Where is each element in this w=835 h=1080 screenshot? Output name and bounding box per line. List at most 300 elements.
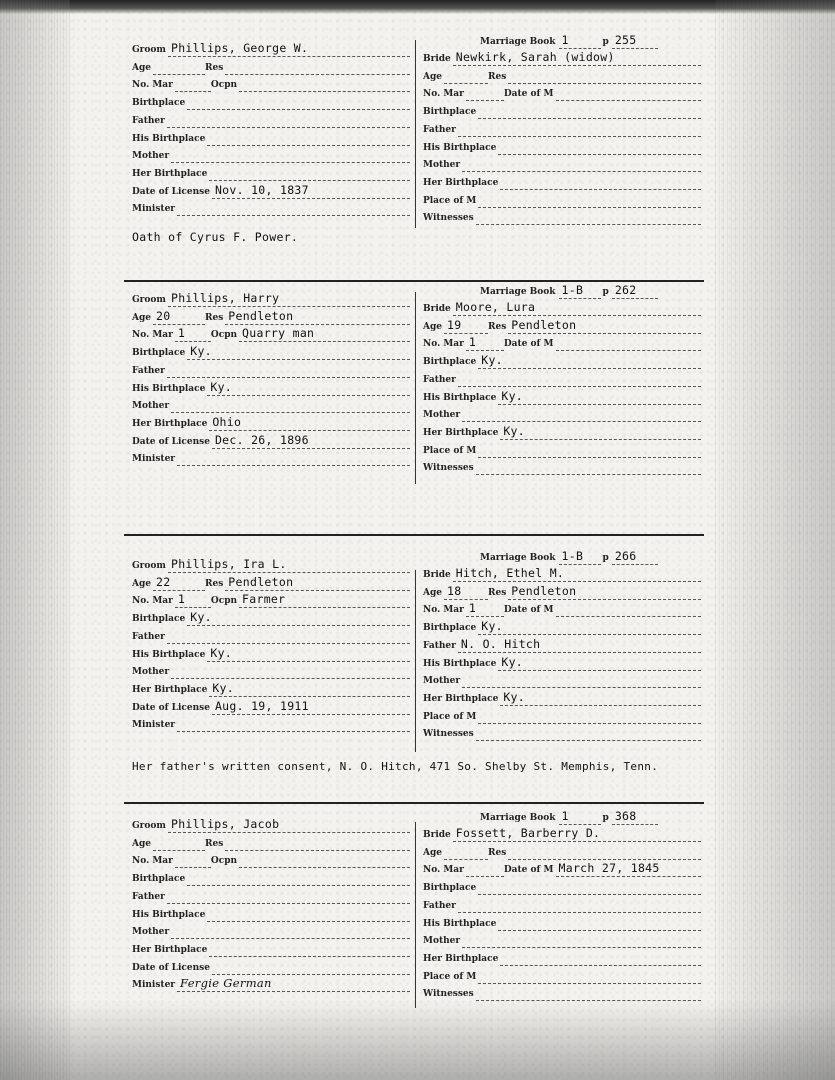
- groom-father-field: [167, 363, 410, 378]
- his-birthplace-label: His Birthplace: [423, 142, 497, 153]
- mother-label: Mother: [423, 676, 461, 687]
- no-mar-label: No. Mar: [132, 80, 173, 91]
- scan-edge-top: [0, 0, 835, 14]
- witnesses-field: [476, 986, 701, 1001]
- groom-res-field-value: Pendleton: [228, 308, 294, 323]
- father-label: Father: [423, 374, 456, 385]
- groom-ocpn-field-value: Quarry man: [242, 326, 315, 341]
- bride-row: [423, 930, 701, 948]
- date-of-m-label: Date of M: [503, 89, 554, 100]
- groom-his-birthplace-field-value: Ky.: [210, 379, 233, 394]
- bride-his-birthplace-field: [498, 656, 701, 671]
- date-of-license-field-value: Nov. 10, 1837: [214, 182, 309, 197]
- bride-father-field: [458, 638, 701, 653]
- bride-row: [423, 723, 701, 741]
- groom-no-mar-field: [175, 593, 211, 608]
- groom-age-field: [153, 60, 205, 75]
- bride-no-mar-field: [466, 86, 504, 101]
- groom-res-field: [225, 836, 410, 851]
- mother-label: Mother: [132, 667, 170, 678]
- bride-age-field: [444, 69, 488, 84]
- his-birthplace-label: His Birthplace: [132, 383, 206, 394]
- age-label: Age: [423, 71, 443, 82]
- groom-row: [132, 608, 410, 626]
- res-label: Res: [205, 578, 224, 589]
- bride-row: [423, 670, 701, 688]
- date-of-license-field-value: Dec. 26, 1896: [214, 432, 309, 447]
- birthplace-label: Birthplace: [132, 614, 186, 625]
- bride-mother-field: [462, 673, 701, 688]
- age-label: Age: [423, 587, 443, 598]
- page-label: p: [602, 813, 609, 823]
- marriage-book-value: 1: [561, 33, 569, 47]
- mother-label: Mother: [423, 936, 461, 947]
- marriage-book-ref: [480, 31, 658, 49]
- bride-row: [423, 369, 701, 387]
- bride-row: [423, 859, 701, 877]
- bride-age-field: [444, 845, 488, 860]
- res-label: Res: [488, 587, 507, 598]
- place-of-m-field: [478, 193, 701, 208]
- column-divider: [415, 292, 416, 484]
- marriage-book-label: Marriage Book: [480, 813, 556, 823]
- res-label: Res: [205, 312, 224, 323]
- bride-name-field: [453, 567, 701, 582]
- marriage-book-ref: [480, 547, 658, 565]
- bride-age-field-value: 19: [447, 317, 462, 332]
- groom-mother-field: [171, 398, 410, 413]
- bride-her-birthplace-field: [500, 691, 701, 706]
- groom-his-birthplace-field-value: Ky.: [210, 645, 233, 660]
- bride-his-birthplace-field: [498, 916, 701, 931]
- father-label: Father: [423, 124, 456, 135]
- bride-father-field: [458, 898, 701, 913]
- her-birthplace-label: Her Birthplace: [423, 177, 499, 188]
- her-birthplace-label: Her Birthplace: [423, 953, 499, 964]
- res-label: Res: [488, 321, 507, 332]
- bride-name-field-value: Fossett, Barberry D.: [455, 826, 601, 840]
- groom-name-field-value: Phillips, Harry: [170, 291, 280, 305]
- bride-row: [423, 966, 701, 984]
- no-mar-label: No. Mar: [132, 856, 173, 867]
- groom-her-birthplace-field: [209, 166, 410, 181]
- marriage-book-ref: [480, 807, 658, 825]
- date-of-license-field: [212, 960, 410, 975]
- res-label: Res: [205, 62, 224, 73]
- groom-birthplace-field: [187, 95, 410, 110]
- ocpn-label: Ocpn: [210, 596, 238, 607]
- groom-row: [132, 679, 410, 697]
- bride-row: [423, 172, 701, 190]
- bride-row: [423, 842, 701, 860]
- date-of-m-field-value: March 27, 1845: [558, 861, 660, 876]
- bride-her-birthplace-field: [500, 425, 701, 440]
- groom-row: [132, 128, 410, 146]
- groom-ocpn-field: [239, 327, 410, 342]
- bride-row: [423, 582, 701, 600]
- res-label: Res: [488, 847, 507, 858]
- groom-row: [132, 714, 410, 732]
- no-mar-label: No. Mar: [423, 605, 464, 616]
- age-label: Age: [423, 321, 443, 332]
- bride-row: [423, 440, 701, 458]
- bride-row: [423, 137, 701, 155]
- bride-name-field-value: Newkirk, Sarah (widow): [455, 50, 615, 64]
- witnesses-label: Witnesses: [423, 463, 474, 474]
- res-label: Res: [205, 838, 224, 849]
- scan-edge-left: [0, 0, 70, 1080]
- groom-age-field-value: 22: [156, 574, 171, 589]
- scan-edge-right: [715, 0, 835, 1080]
- card-divider: [124, 280, 704, 282]
- bride-name-field: [453, 51, 701, 66]
- bride-birthplace-field: [478, 104, 701, 119]
- record-note: Her father's written consent, N. O. Hitch, 471 So. Shelby St. Memphis, Tenn.: [132, 760, 659, 773]
- bride-res-field-value: Pendleton: [511, 583, 577, 598]
- father-label: Father: [132, 891, 165, 902]
- bride-no-mar-field: [466, 336, 504, 351]
- page-value: 368: [614, 809, 637, 823]
- groom-name-field-value: Phillips, Jacob: [170, 817, 280, 831]
- groom-birthplace-field: [187, 611, 410, 626]
- bride-birthplace-field: [478, 880, 701, 895]
- bride-row: [423, 895, 701, 913]
- groom-name-field-value: Phillips, George W.: [170, 41, 309, 55]
- page-value: 255: [614, 33, 637, 47]
- card-divider: [124, 534, 704, 536]
- bride-birthplace-field: [478, 620, 701, 635]
- minister-field: [177, 717, 410, 732]
- her-birthplace-label: Her Birthplace: [423, 427, 499, 438]
- ocpn-label: Ocpn: [210, 80, 238, 91]
- groom-row: [132, 921, 410, 939]
- place-of-m-label: Place of M: [423, 711, 477, 722]
- her-birthplace-label: Her Birthplace: [132, 684, 208, 695]
- bride-age-field: [444, 319, 488, 334]
- minister-label: Minister: [132, 720, 176, 731]
- bride-row: [423, 688, 701, 706]
- groom-her-birthplace-field-value: Ohio: [212, 414, 242, 429]
- mother-label: Mother: [423, 160, 461, 171]
- groom-ocpn-field: [239, 593, 410, 608]
- groom-row: [132, 360, 410, 378]
- groom-his-birthplace-field: [207, 647, 410, 662]
- groom-row: [132, 661, 410, 679]
- date-of-m-field: [556, 862, 702, 877]
- groom-mother-field: [171, 664, 410, 679]
- groom-row: [132, 395, 410, 413]
- groom-row: [132, 181, 410, 199]
- groom-his-birthplace-field: [207, 131, 410, 146]
- bride-father-field: [458, 122, 701, 137]
- bride-row: [423, 387, 701, 405]
- bride-his-birthplace-field: [498, 140, 701, 155]
- marriage-book-value: 1-B: [561, 549, 584, 563]
- bride-age-field: [444, 585, 488, 600]
- groom-his-birthplace-field: [207, 907, 410, 922]
- bride-age-field-value: 18: [447, 583, 462, 598]
- bride-her-birthplace-field-value: Ky.: [503, 423, 525, 438]
- his-birthplace-label: His Birthplace: [132, 649, 206, 660]
- date-of-license-field: [212, 184, 410, 199]
- groom-res-field: [225, 576, 410, 591]
- groom-name-field: [168, 42, 410, 57]
- mother-label: Mother: [132, 151, 170, 162]
- bride-father-field: [458, 372, 701, 387]
- scan-edge-bottom: [0, 1000, 835, 1080]
- groom-name-field: [168, 818, 410, 833]
- her-birthplace-label: Her Birthplace: [132, 418, 208, 429]
- father-label: Father: [132, 115, 165, 126]
- groom-no-mar-field: [175, 327, 211, 342]
- ocpn-label: Ocpn: [210, 856, 238, 867]
- bride-his-birthplace-field: [498, 390, 701, 405]
- birthplace-label: Birthplace: [423, 107, 477, 118]
- marriage-book-label: Marriage Book: [480, 37, 556, 47]
- minister-field: [177, 977, 410, 992]
- bride-row: [423, 457, 701, 475]
- bride-no-mar-field-value: 1: [468, 335, 477, 350]
- marriage-book-field: [559, 34, 601, 49]
- bride-res-field: [508, 69, 701, 84]
- her-birthplace-label: Her Birthplace: [132, 944, 208, 955]
- date-of-m-label: Date of M: [503, 605, 554, 616]
- bride-row: [423, 599, 701, 617]
- age-label: Age: [423, 847, 443, 858]
- groom-birthplace-field: [187, 871, 410, 886]
- groom-birthplace-field-value: Ky.: [190, 610, 212, 625]
- father-label: Father: [423, 640, 456, 651]
- marriage-book-ref: [480, 281, 658, 299]
- bride-no-mar-field: [466, 862, 504, 877]
- groom-her-birthplace-field: [209, 942, 410, 957]
- date-of-license-field: [212, 700, 410, 715]
- groom-no-mar-field: [175, 853, 211, 868]
- groom-row: [132, 378, 410, 396]
- place-of-m-field: [478, 709, 701, 724]
- bride-row: [423, 119, 701, 137]
- no-mar-label: No. Mar: [132, 330, 173, 341]
- no-mar-label: No. Mar: [423, 339, 464, 350]
- witnesses-label: Witnesses: [423, 989, 474, 1000]
- bride-birthplace-field-value: Ky.: [481, 353, 503, 368]
- bride-row: [423, 635, 701, 653]
- groom-age-field: [153, 836, 205, 851]
- date-of-m-field: [556, 602, 702, 617]
- marriage-book-label: Marriage Book: [480, 287, 556, 297]
- groom-row: [132, 163, 410, 181]
- record-note: Oath of Cyrus F. Power.: [132, 230, 299, 244]
- groom-label: Groom: [132, 821, 166, 831]
- birthplace-label: Birthplace: [423, 357, 477, 368]
- mother-label: Mother: [423, 410, 461, 421]
- bride-res-field: [508, 845, 701, 860]
- groom-row: [132, 74, 410, 92]
- father-label: Father: [132, 631, 165, 642]
- bride-label: Bride: [423, 570, 451, 580]
- page-field: [612, 34, 658, 49]
- witnesses-field: [476, 210, 701, 225]
- bride-her-birthplace-field-value: Ky.: [503, 689, 525, 704]
- groom-row: [132, 697, 410, 715]
- minister-label: Minister: [132, 980, 176, 991]
- groom-father-field: [167, 629, 410, 644]
- bride-res-field: [508, 319, 701, 334]
- bride-row: [423, 564, 701, 582]
- groom-row: [132, 342, 410, 360]
- date-of-m-label: Date of M: [503, 339, 554, 350]
- bride-row: [423, 617, 701, 635]
- groom-row: [132, 431, 410, 449]
- groom-birthplace-field: [187, 345, 410, 360]
- groom-ocpn-field: [239, 853, 410, 868]
- groom-row: [132, 110, 410, 128]
- groom-row: [132, 644, 410, 662]
- date-of-license-field-value: Aug. 19, 1911: [214, 698, 309, 713]
- groom-row: [132, 413, 410, 431]
- bride-row: [423, 333, 701, 351]
- minister-label: Minister: [132, 454, 176, 465]
- groom-res-field-value: Pendleton: [228, 574, 294, 589]
- groom-age-field-value: 20: [156, 308, 171, 323]
- place-of-m-label: Place of M: [423, 195, 477, 206]
- groom-mother-field: [171, 148, 410, 163]
- marriage-book-field: [559, 284, 601, 299]
- minister-field: [177, 451, 410, 466]
- bride-res-field-value: Pendleton: [511, 317, 577, 332]
- column-divider: [415, 570, 416, 752]
- place-of-m-field: [478, 969, 701, 984]
- bride-row: [423, 948, 701, 966]
- place-of-m-field: [478, 443, 701, 458]
- page-label: p: [602, 37, 609, 47]
- groom-name-field: [168, 558, 410, 573]
- birthplace-label: Birthplace: [132, 98, 186, 109]
- marriage-book-value: 1-B: [561, 283, 584, 297]
- groom-row: [132, 850, 410, 868]
- groom-father-field: [167, 113, 410, 128]
- groom-row: [132, 590, 410, 608]
- date-of-m-label: Date of M: [503, 865, 554, 876]
- witnesses-label: Witnesses: [423, 213, 474, 224]
- res-label: Res: [488, 71, 507, 82]
- groom-his-birthplace-field: [207, 381, 410, 396]
- no-mar-label: No. Mar: [132, 596, 173, 607]
- bride-row: [423, 83, 701, 101]
- place-of-m-label: Place of M: [423, 445, 477, 456]
- groom-res-field: [225, 60, 410, 75]
- minister-label: Minister: [132, 204, 176, 215]
- no-mar-label: No. Mar: [423, 89, 464, 100]
- her-birthplace-label: Her Birthplace: [132, 168, 208, 179]
- birthplace-label: Birthplace: [423, 623, 477, 634]
- bride-row: [423, 706, 701, 724]
- groom-no-mar-field: [175, 77, 211, 92]
- date-of-license-label: Date of License: [132, 436, 210, 447]
- page-label: p: [602, 287, 609, 297]
- bride-her-birthplace-field: [500, 175, 701, 190]
- witnesses-field: [476, 726, 701, 741]
- bride-mother-field: [462, 407, 701, 422]
- bride-his-birthplace-field-value: Ky.: [501, 654, 524, 669]
- minister-field-value: Fergie German: [180, 976, 272, 991]
- date-of-license-label: Date of License: [132, 962, 210, 973]
- bride-birthplace-field: [478, 354, 701, 369]
- marriage-book-label: Marriage Book: [480, 553, 556, 563]
- marriage-book-value: 1: [561, 809, 569, 823]
- groom-ocpn-field: [239, 77, 410, 92]
- father-label: Father: [132, 365, 165, 376]
- groom-row: [132, 904, 410, 922]
- groom-row: [132, 886, 410, 904]
- groom-row: [132, 324, 410, 342]
- groom-label: Groom: [132, 561, 166, 571]
- date-of-m-field: [556, 336, 702, 351]
- groom-her-birthplace-field-value: Ky.: [212, 680, 234, 695]
- bride-row: [423, 298, 701, 316]
- bride-no-mar-field: [466, 602, 504, 617]
- minister-field: [177, 201, 410, 216]
- page-value: 262: [614, 283, 637, 297]
- page-field: [612, 284, 658, 299]
- bride-row: [423, 422, 701, 440]
- groom-res-field: [225, 310, 410, 325]
- groom-her-birthplace-field: [209, 416, 410, 431]
- his-birthplace-label: His Birthplace: [132, 909, 206, 920]
- groom-row: [132, 939, 410, 957]
- groom-father-field: [167, 889, 410, 904]
- groom-label: Groom: [132, 45, 166, 55]
- his-birthplace-label: His Birthplace: [132, 133, 206, 144]
- bride-row: [423, 351, 701, 369]
- bride-label: Bride: [423, 830, 451, 840]
- bride-label: Bride: [423, 54, 451, 64]
- age-label: Age: [132, 578, 152, 589]
- bride-name-field-value: Hitch, Ethel M.: [455, 566, 565, 580]
- mother-label: Mother: [132, 401, 170, 412]
- bride-no-mar-field-value: 1: [468, 601, 477, 616]
- groom-row: [132, 833, 410, 851]
- groom-name-field-value: Phillips, Ira L.: [170, 557, 287, 571]
- page-value: 266: [614, 549, 637, 563]
- groom-no-mar-field-value: 1: [177, 592, 186, 607]
- bride-mother-field: [462, 157, 701, 172]
- groom-row: [132, 289, 410, 307]
- bride-row: [423, 101, 701, 119]
- bride-name-field-value: Moore, Lura: [455, 300, 536, 314]
- groom-label: Groom: [132, 295, 166, 305]
- date-of-m-field: [556, 86, 702, 101]
- bride-row: [423, 66, 701, 84]
- bride-name-field: [453, 827, 701, 842]
- bride-her-birthplace-field: [500, 951, 701, 966]
- age-label: Age: [132, 62, 152, 73]
- column-divider: [415, 822, 416, 1008]
- card-divider: [124, 802, 704, 804]
- bride-row: [423, 48, 701, 66]
- her-birthplace-label: Her Birthplace: [423, 693, 499, 704]
- groom-age-field: [153, 310, 205, 325]
- bride-row: [423, 404, 701, 422]
- groom-ocpn-field-value: Farmer: [242, 592, 286, 607]
- bride-label: Bride: [423, 304, 451, 314]
- page-field: [612, 550, 658, 565]
- date-of-license-label: Date of License: [132, 702, 210, 713]
- his-birthplace-label: His Birthplace: [423, 918, 497, 929]
- age-label: Age: [132, 838, 152, 849]
- groom-row: [132, 198, 410, 216]
- groom-age-field: [153, 576, 205, 591]
